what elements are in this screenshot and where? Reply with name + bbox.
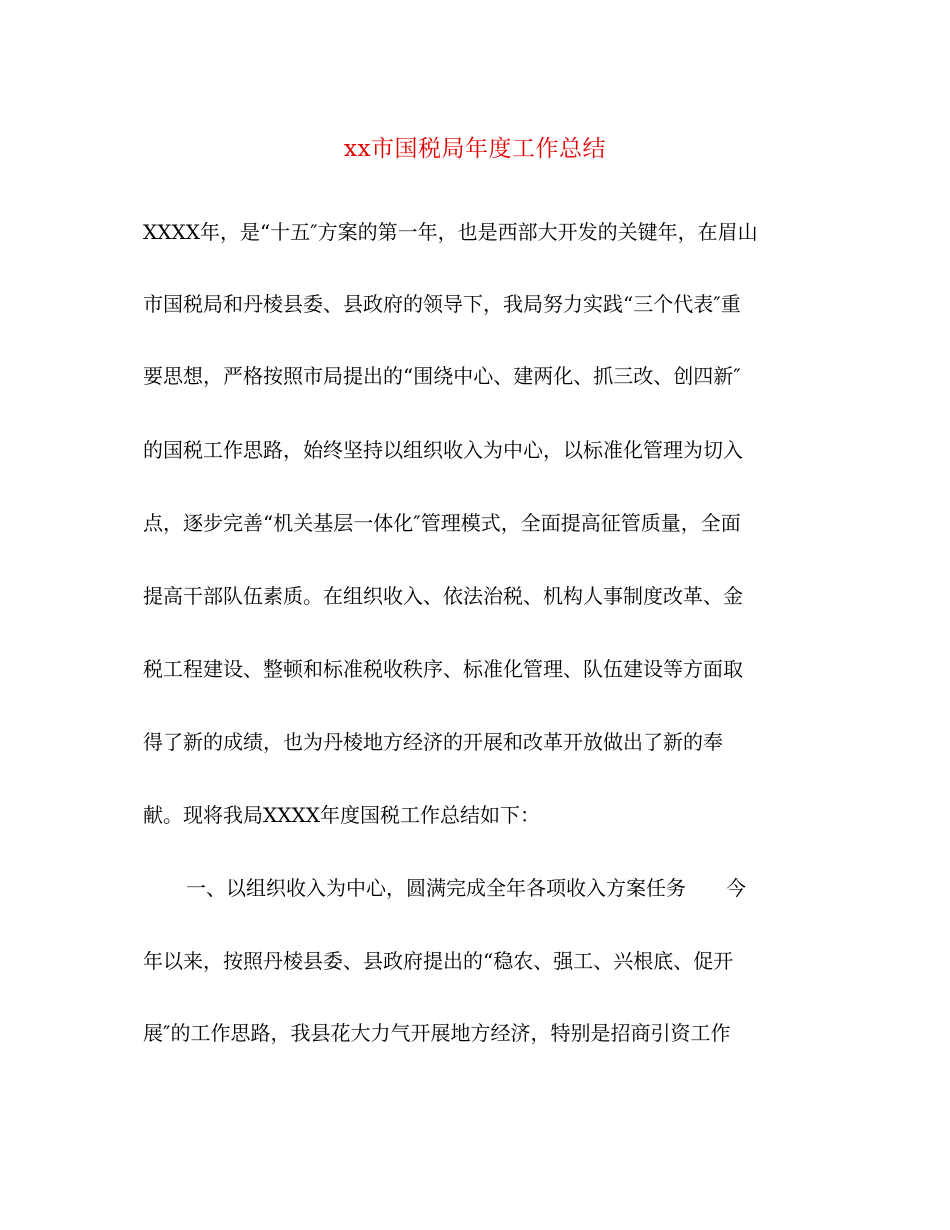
body-line: 点，逐步完善“机关基层一体化″管理模式，全面提高征管质量，全面 <box>143 511 741 535</box>
body-line: 要思想，严格按照市局提出的“围绕中心、建两化、抓三改、创四新″ <box>143 364 741 388</box>
section-heading-line: 一、以组织收入为中心，圆满完成全年各项收入方案任务 今 <box>186 876 746 900</box>
body-line: 献。现将我局XXXX年度国税工作总结如下： <box>143 803 540 827</box>
body-line: 的国税工作思路，始终坚持以组织收入为中心，以标准化管理为切入 <box>143 438 743 462</box>
body-line: 税工程建设、整顿和标准税收秩序、标准化管理、队伍建设等方面取 <box>143 657 743 681</box>
body-line: 提高干部队伍素质。在组织收入、依法治税、机构人事制度改革、金 <box>143 584 743 608</box>
body-line: 展″的工作思路，我县花大力气开展地方经济，特别是招商引资工作 <box>143 1021 731 1045</box>
body-line: 得了新的成绩，也为丹棱地方经济的开展和改革开放做出了新的奉 <box>143 730 723 754</box>
body-line: 年以来，按照丹棱县委、县政府提出的“稳农、强工、兴根底、促开 <box>143 949 734 973</box>
document-title: xx市国税局年度工作总结 <box>344 136 606 162</box>
body-line: 市国税局和丹棱县委、县政府的领导下，我局努力实践“三个代表″重 <box>143 292 741 316</box>
body-line: XXXX年，是“十五″方案的第一年，也是西部大开发的关键年，在眉山 <box>143 220 758 244</box>
